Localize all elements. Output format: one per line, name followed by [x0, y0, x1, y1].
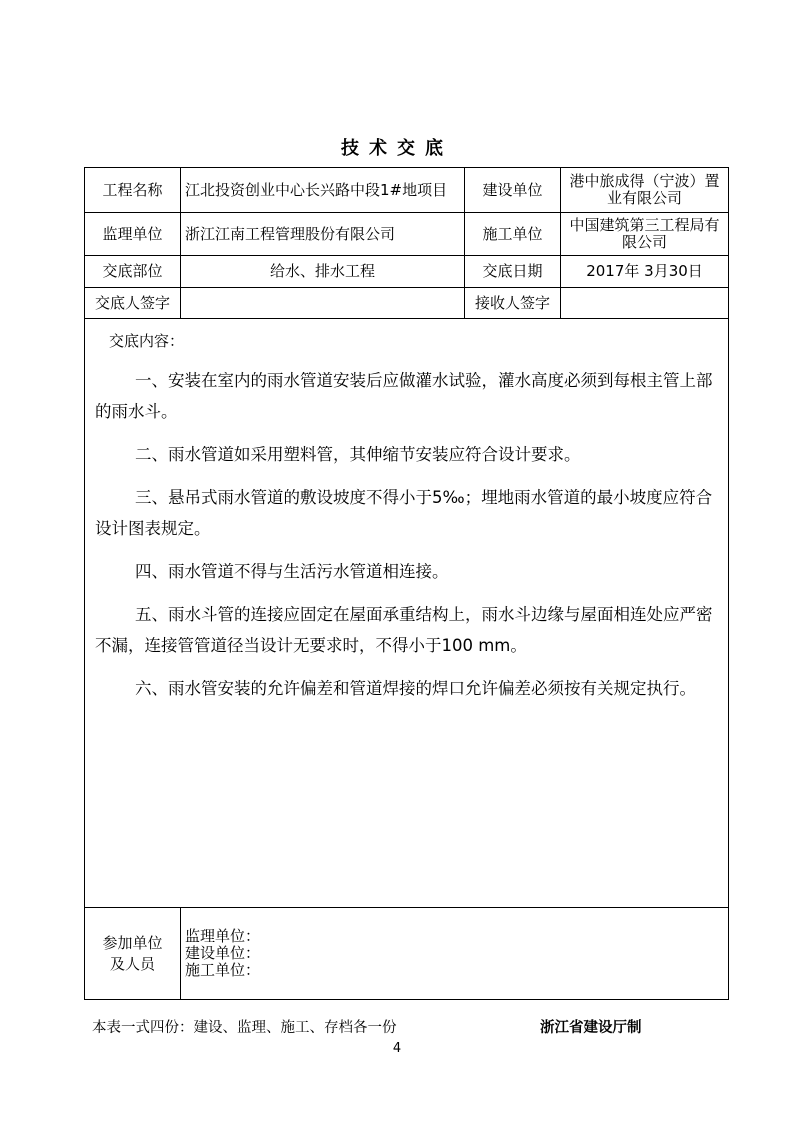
participants-label-line1: 参加单位 [102, 933, 163, 952]
builder-label: 建设单位 [465, 168, 561, 213]
footer-issuer: 浙江省建设厅制 [540, 1020, 642, 1036]
part-label: 交底部位 [85, 256, 181, 288]
receiver-signature-field[interactable] [561, 288, 729, 319]
supervisor-value: 浙江江南工程管理股份有限公司 [181, 213, 465, 256]
content-item-4: 四、雨水管道不得与生活污水管道相连接。 [135, 562, 449, 581]
giver-signature-field[interactable] [181, 288, 465, 319]
row-signatures [85, 288, 729, 319]
content-item-3: 三、悬吊式雨水管道的敷设坡度不得小于5‰；埋地雨水管道的最小坡度应符合设计图表规定。 [95, 488, 713, 538]
builder-value: 港中旅成得（宁波）置业有限公司 [561, 168, 729, 213]
disclosure-form-table [84, 167, 729, 1000]
project-name-value: 江北投资创业中心长兴路中段1#地项目 [181, 168, 465, 213]
supervisor-label: 监理单位 [85, 213, 181, 256]
project-name-label: 工程名称 [85, 168, 181, 213]
contractor-value: 中国建筑第三工程局有限公司 [561, 213, 729, 256]
content-cell [85, 319, 729, 908]
row-project [85, 168, 729, 213]
participants-list [181, 908, 729, 1000]
participant-supervisor[interactable]: 监理单位： [185, 927, 261, 945]
footer-copies-note: 本表一式四份：建设、监理、施工、存档各一份 [92, 1020, 397, 1036]
content-item-5: 五、雨水斗管的连接应固定在屋面承重结构上，雨水斗边缘与屋面相连处应严密不漏，连接管管道径当设计无要求时，不得小于100 mm。 [95, 605, 713, 655]
participants-label [85, 908, 181, 1000]
contractor-label: 施工单位 [465, 213, 561, 256]
content-item-1: 一、安装在室内的雨水管道安装后应做灌水试验，灌水高度必须到每根主管上部的雨水斗。 [95, 371, 713, 421]
receiver-signature-label: 接收人签字 [465, 288, 561, 319]
row-participants [85, 908, 729, 1000]
row-supervisor [85, 213, 729, 256]
participant-contractor[interactable]: 施工单位： [185, 961, 261, 979]
document-title: 技术交底 [341, 138, 453, 159]
participant-builder[interactable]: 建设单位： [185, 944, 261, 962]
date-label: 交底日期 [465, 256, 561, 288]
giver-signature-label: 交底人签字 [85, 288, 181, 319]
row-part [85, 256, 729, 288]
content-items [95, 365, 716, 716]
content-intro: 交底内容： [109, 332, 185, 350]
row-content [85, 319, 729, 908]
participants-label-line2: 及人员 [109, 954, 155, 973]
date-value: 2017年 3月30日 [561, 256, 729, 288]
page-number: 4 [392, 1041, 402, 1056]
content-item-2: 二、雨水管道如采用塑料管，其伸缩节安装应符合设计要求。 [135, 445, 581, 464]
part-value: 给水、排水工程 [181, 256, 465, 288]
content-item-6: 六、雨水管安装的允许偏差和管道焊接的焊口允许偏差必须按有关规定执行。 [135, 679, 696, 698]
